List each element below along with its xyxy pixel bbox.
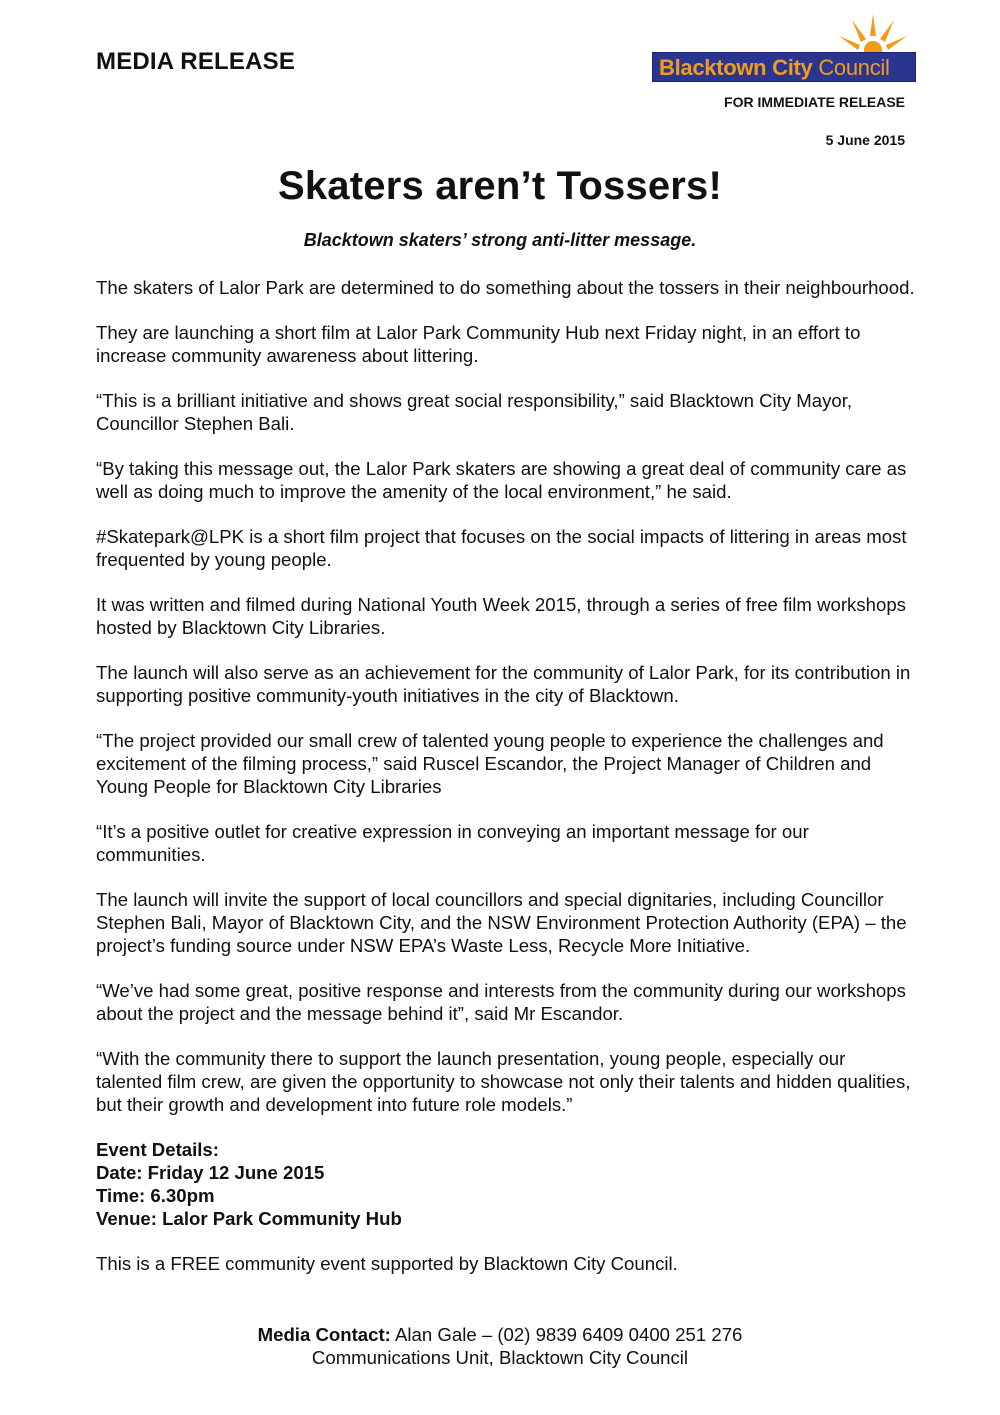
contact-unit: Communications Unit, Blacktown City Council [311, 1347, 689, 1368]
logo-text-blacktown-city: Blacktown City [659, 55, 813, 80]
article-body [96, 276, 916, 1297]
paragraph: “This is a brilliant initiative and shows great social responsibility,” said Blacktown City Mayor, Councillor Stephen Bali. [96, 390, 853, 434]
paragraph: “With the community there to support the launch presentation, young people, especially our talented film crew, are given the opportunity to showcase not only their talents and hidden qualities, but their growth and development into future role models.” [96, 1048, 911, 1115]
paragraph: #Skatepark@LPK is a short film project that focuses on the social impacts of littering in areas most frequented by young people. [96, 526, 907, 570]
paragraph: The launch will also serve as an achievement for the community of Lalor Park, for its contribution in supporting positive community-youth initiatives in the city of Blacktown. [96, 662, 911, 706]
event-heading: Event Details: [96, 1139, 219, 1160]
contact-details: Alan Gale – (02) 9839 6409 0400 251 276 [390, 1324, 743, 1345]
event-date: Date: Friday 12 June 2015 [96, 1162, 325, 1183]
paragraph: They are launching a short film at Lalor Park Community Hub next Friday night, in an effort to increase community awareness about littering. [96, 322, 861, 366]
logo-text [659, 55, 890, 81]
event-venue: Venue: Lalor Park Community Hub [96, 1208, 402, 1229]
paragraph: The launch will invite the support of local councillors and special dignitaries, including Councillor Stephen Bali, Mayor of Blacktown City, and the NSW Environment Protection Authority (EPA) – the project’s funding source under NSW EPA’s Waste Less, Recycle More Initiative. [96, 889, 907, 956]
paragraph: The skaters of Lalor Park are determined to do something about the tossers in their neighbourhood. [96, 277, 915, 298]
event-details [96, 1138, 916, 1230]
page-subtitle: Blacktown skaters’ strong anti-litter message. [303, 230, 697, 250]
logo-text-council: Council [818, 55, 890, 80]
closing-paragraph: This is a FREE community event supported by Blacktown City Council. [96, 1253, 678, 1274]
contact-line [0, 1323, 1000, 1346]
paragraph: “It’s a positive outlet for creative expression in conveying an important message for our communities. [96, 821, 809, 865]
paragraph: It was written and filmed during National Youth Week 2015, through a series of free film workshops hosted by Blacktown City Libraries. [96, 594, 906, 638]
event-time: Time: 6.30pm [96, 1185, 215, 1206]
release-note: FOR IMMEDIATE RELEASE [724, 94, 905, 110]
paragraph: “By taking this message out, the Lalor Park skaters are showing a great deal of community care as well as doing much to improve the amenity of the local environment,” he said. [96, 458, 907, 502]
paragraph: “The project provided our small crew of talented young people to experience the challenges and excitement of the filming process,” said Ruscel Escandor, the Project Manager of Children and Young People for Blacktown City Libraries [96, 730, 884, 797]
release-date: 5 June 2015 [825, 132, 905, 148]
contact-label: Media Contact: [257, 1324, 391, 1345]
page-title: Skaters aren’t Tossers! [277, 164, 723, 208]
media-contact [0, 1323, 1000, 1369]
paragraph: “We’ve had some great, positive response and interests from the community during our workshops about the project and the message behind it”, said Mr Escandor. [96, 980, 906, 1024]
media-release-label: MEDIA RELEASE [96, 48, 296, 75]
council-logo [652, 14, 918, 82]
